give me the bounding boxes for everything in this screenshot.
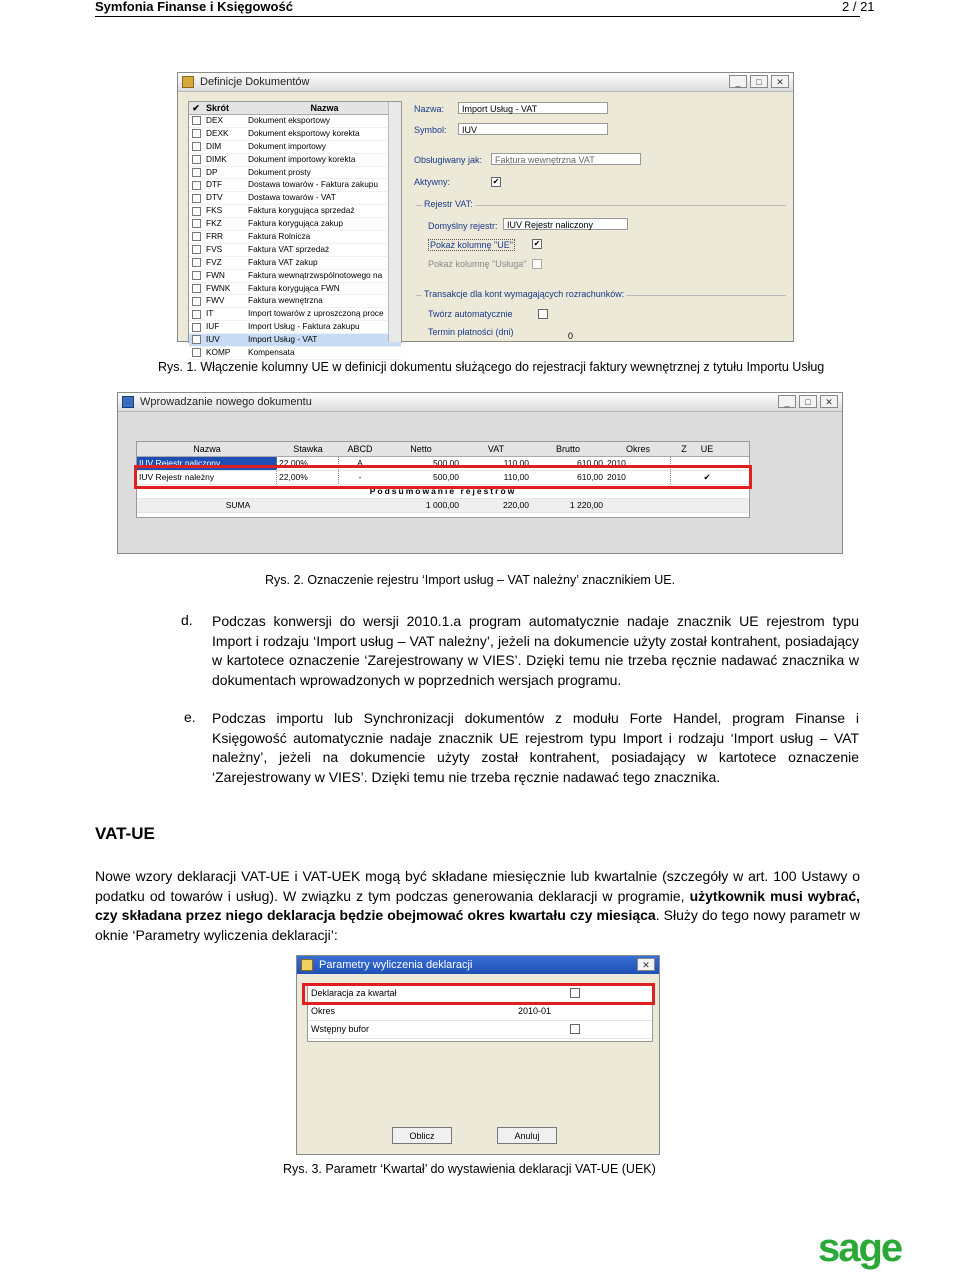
obslugiwany-label: Obsługiwany jak: — [414, 155, 483, 165]
grid-cell[interactable]: IUV Rejestr należny — [137, 471, 277, 484]
suma-row — [137, 499, 749, 513]
grid-header-0[interactable]: Nazwa — [193, 444, 221, 454]
row-checkbox[interactable] — [192, 245, 201, 254]
window-app-icon — [301, 959, 313, 971]
symbol-label: Symbol: — [414, 125, 447, 135]
row-code: FWN — [206, 269, 225, 280]
grid-cell[interactable]: 610,00 — [577, 472, 603, 482]
row-name: Faktura korygująca FWN — [248, 282, 340, 293]
close-button[interactable]: ✕ — [820, 395, 838, 408]
maximize-button[interactable]: □ — [750, 75, 768, 88]
window-title: Definicje Dokumentów — [200, 76, 310, 88]
item-d-text: Podczas konwersji do wersji 2010.1.a program automatycznie nadaje znacznik UE rejestrom typu Import i rodzaju ‘Import usług – VAT należny’, jeżeli na dokumencie użyty został kontrahent, posiadający w kartotece oznaczenie ‘Zarejestrowany w VIES’. Dzięki temu nie trzeba ręcznie nadawać znacznika w dokumentach wprowadzonych w poprzednich wersjach programu. — [212, 613, 859, 688]
list-item[interactable] — [189, 231, 401, 244]
row-name: Faktura korygująca sprzedaż — [248, 205, 355, 216]
pokaz-ue-label: Pokaż kolumnę "UE" — [430, 240, 513, 250]
grid-header — [137, 442, 749, 457]
row-name: Dokument importowy — [248, 140, 326, 151]
item-e-text: Podczas importu lub Synchronizacji dokumentów z modułu Forte Handel, program Finanse i Księgowość automatycznie nadaje znacznik UE rejestrom typu Import i rodzaju ‘Import usług – VAT należny’, jeżeli na dokumencie użyty został kontrahent, posiadający w kartotece oznaczenie ‘Zarejestrowany w VIES’. Dzięki temu nie trzeba ręcznie nadawać tego znacznika. — [212, 710, 859, 785]
grid-cell[interactable]: 2010 — [605, 471, 671, 484]
bufor-checkbox[interactable] — [570, 1024, 580, 1034]
grid-cell[interactable]: 110,00 — [503, 458, 529, 468]
document-title: Symfonia Finanse i Księgowość — [95, 0, 293, 14]
termin-platnosci-value[interactable]: 0 — [568, 331, 574, 341]
row-name: Dostawa towarów - Faktura zakupu — [248, 179, 379, 190]
oblicz-button[interactable]: Oblicz — [392, 1127, 452, 1144]
ue-register-highlight — [134, 465, 752, 489]
row-checkbox[interactable] — [192, 271, 201, 280]
row-checkbox[interactable] — [192, 168, 201, 177]
pokaz-usluga-checkbox[interactable] — [532, 259, 542, 269]
row-code: DIMK — [206, 153, 227, 164]
bold-emphasis: użytkownik musi wybrać, czy składana przez niego deklaracja będzie obejmować okres kwartału czy miesiąca — [95, 887, 860, 924]
grid-cell[interactable]: 500,00 — [433, 458, 459, 468]
list-item[interactable] — [189, 218, 401, 231]
tworz-automatycznie-label: Twórz automatycznie — [428, 309, 513, 319]
grid-cell[interactable]: - — [358, 472, 362, 482]
domyslny-rejestr-label: Domyślny rejestr: — [428, 221, 498, 231]
row-name: Faktura VAT sprzedaż — [248, 243, 330, 254]
row-name: Import Usług - Faktura zakupu — [248, 321, 360, 332]
obslugiwany-select[interactable]: Faktura wewnętrzna VAT — [491, 153, 641, 165]
grid-header-3[interactable]: Netto — [410, 444, 432, 454]
list-item[interactable] — [189, 244, 401, 257]
item-d-marker: d. — [181, 612, 193, 628]
suma-brutto: 1 220,00 — [569, 500, 603, 510]
row-name: Dokument importowy korekta — [248, 153, 356, 164]
row-code: DEXK — [206, 127, 229, 138]
suma-label: SUMA — [225, 500, 251, 510]
row-code: FWNK — [206, 282, 231, 293]
list-item[interactable] — [189, 347, 401, 360]
kwartal-highlight — [302, 983, 655, 1005]
row-code: KOMP — [206, 347, 231, 358]
row-code: FKZ — [206, 218, 222, 229]
row-code: FVZ — [206, 256, 222, 267]
row-code: DTV — [206, 192, 223, 203]
page-number: 2 / 21 — [842, 0, 875, 14]
row-code: DTF — [206, 179, 223, 190]
param-row-bufor[interactable]: Wstępny bufor — [308, 1021, 652, 1039]
grid-cell[interactable]: IUV Rejestr naliczony — [137, 457, 277, 470]
rejestr-group-label: Rejestr VAT: — [424, 199, 473, 209]
list-item[interactable] — [189, 334, 401, 347]
nazwa-field[interactable]: Import Usług - VAT — [458, 102, 608, 114]
grid-cell[interactable]: ✔ — [703, 472, 711, 482]
row-name: Faktura wewnętrzna — [248, 295, 323, 306]
section-heading: VAT-UE — [95, 824, 155, 843]
maximize-button[interactable]: □ — [799, 395, 817, 408]
close-button[interactable]: ✕ — [771, 75, 789, 88]
row-code: DIM — [206, 140, 222, 151]
ue-column-check-icon[interactable]: ✔ — [192, 103, 200, 113]
column-header-name[interactable]: Nazwa — [310, 103, 339, 113]
suma-vat: 220,00 — [503, 500, 529, 510]
row-checkbox[interactable] — [192, 181, 201, 190]
list-scrollbar[interactable] — [388, 102, 401, 342]
row-checkbox[interactable] — [192, 310, 201, 319]
row-checkbox[interactable] — [192, 297, 201, 306]
grid-cell[interactable]: 22,00% — [277, 471, 339, 484]
window-title: Parametry wyliczenia deklaracji — [319, 959, 473, 971]
caption-fig2: Rys. 2. Oznaczenie rejestru ‘Import usług – VAT należny’ znacznikiem UE. — [265, 573, 676, 587]
list-item[interactable] — [189, 167, 401, 180]
row-name: Faktura Rolnicza — [248, 231, 311, 242]
list-item[interactable] — [189, 321, 401, 334]
domyslny-rejestr-select[interactable]: IUV Rejestr naliczony — [503, 218, 628, 230]
grid-cell[interactable]: 2010 — [605, 457, 671, 470]
grid-header-7[interactable]: Z — [681, 444, 687, 454]
row-code: FWV — [206, 295, 225, 306]
window-title: Wprowadzanie nowego dokumentu — [140, 396, 312, 408]
row-code: FKS — [206, 205, 223, 216]
row-code: IUV — [206, 334, 220, 345]
row-code: IUF — [206, 321, 220, 332]
row-checkbox[interactable] — [192, 116, 201, 125]
caption-fig1: Rys. 1. Włączenie kolumny UE w definicji dokumentu służącego do rejestracji faktury wewnętrznej z tytułu Importu Usług — [158, 360, 825, 374]
row-checkbox[interactable] — [192, 142, 201, 151]
pokaz-ue-checkbox[interactable]: ✔ — [533, 239, 541, 248]
list-item[interactable] — [189, 179, 401, 192]
row-checkbox[interactable] — [192, 219, 201, 228]
list-item[interactable] — [189, 141, 401, 154]
row-checkbox[interactable] — [192, 323, 201, 332]
minimize-button[interactable]: _ — [778, 395, 796, 408]
row-code: FRR — [206, 231, 224, 242]
summary-title: Podsumowanie rejestrów — [369, 486, 517, 496]
row-code: FVS — [206, 243, 223, 254]
row-checkbox[interactable] — [192, 129, 201, 138]
row-name: Import towarów z uproszczoną proce — [248, 308, 384, 319]
list-item[interactable] — [189, 192, 401, 205]
list-item[interactable] — [189, 283, 401, 296]
row-name: Dokument prosty — [248, 166, 311, 177]
grid-cell[interactable]: 610,00 — [577, 458, 603, 468]
anuluj-button[interactable]: Anuluj — [497, 1127, 557, 1144]
list-item[interactable] — [189, 308, 401, 321]
window-app-icon — [182, 76, 194, 88]
list-item[interactable] — [189, 270, 401, 283]
row-name: Import Usług - VAT — [248, 334, 318, 345]
row-code: DP — [206, 166, 218, 177]
symbol-field[interactable]: IUV — [458, 123, 608, 135]
vat-ue-paragraph: Nowe wzory deklaracji VAT-UE i VAT-UEK mogą być składane miesięcznie lub kwartalnie (szczegóły w art. 100 Ustawy o podatku od towarów i usług). W związku z tym podczas generowania deklaracji w programie, użytkownik musi wybrać, czy składana przez niego deklaracja będzie obejmować okres kwartału czy miesiąca. Służy do tego nowy parametr w oknie ‘Parametry wyliczenia deklaracji’: — [95, 868, 860, 943]
row-name: Kompensata — [248, 347, 295, 358]
okres-value[interactable]: 2010-01 — [518, 1006, 552, 1016]
row-checkbox[interactable] — [192, 335, 201, 344]
grid-cell[interactable]: 110,00 — [503, 472, 529, 482]
row-checkbox[interactable] — [192, 232, 201, 241]
row-name: Faktura korygująca zakup — [248, 218, 344, 229]
row-name: Faktura VAT zakup — [248, 256, 318, 267]
list-item[interactable] — [189, 205, 401, 218]
document-definitions-list[interactable] — [188, 101, 402, 358]
list-item[interactable] — [189, 128, 401, 141]
list-item[interactable] — [189, 257, 401, 270]
suma-spacer — [339, 499, 381, 512]
row-name: Dokument eksportowy — [248, 115, 331, 125]
minimize-button[interactable]: _ — [729, 75, 747, 88]
pokaz-usluga-label: Pokaż kolumnę "Usługa" — [428, 259, 527, 269]
param-row-okres[interactable]: Okres 2010-01 — [308, 1003, 652, 1021]
grid-header-8[interactable]: UE — [700, 444, 714, 454]
termin-platnosci-label: Termin płatności (dni) — [428, 327, 514, 337]
nazwa-label: Nazwa: — [414, 104, 445, 114]
column-header-code[interactable]: Skrót — [206, 103, 230, 113]
list-item[interactable] — [189, 115, 401, 128]
transakcje-group-label: Transakcje dla kont wymagających rozrachunków: — [424, 289, 625, 299]
param-row-kwartal[interactable]: Deklaracja za kwartał — [308, 985, 652, 1003]
row-checkbox[interactable] — [192, 155, 201, 164]
row-name: Faktura wewnątrzwspólnotowego na — [248, 269, 383, 280]
grid-header-4[interactable]: VAT — [487, 444, 505, 454]
grid-header-5[interactable]: Brutto — [555, 444, 580, 454]
sage-logo: sage — [818, 1226, 902, 1270]
row-checkbox[interactable] — [192, 194, 201, 203]
grid-cell[interactable]: 22,00% — [277, 457, 339, 470]
window-app-icon — [122, 396, 134, 408]
row-code: IT — [206, 308, 214, 319]
row-checkbox[interactable] — [192, 258, 201, 267]
caption-fig3: Rys. 3. Parametr ‘Kwartał’ do wystawienia deklaracji VAT-UE (UEK) — [283, 1162, 656, 1176]
row-checkbox[interactable] — [192, 284, 201, 293]
tworz-automatycznie-checkbox[interactable] — [538, 309, 548, 319]
list-item[interactable] — [189, 154, 401, 167]
row-name: Dostawa towarów - VAT — [248, 192, 336, 203]
suma-netto: 1 000,00 — [425, 500, 459, 510]
row-name: Dokument eksportowy korekta — [248, 127, 360, 138]
aktywny-checkbox[interactable]: ✔ — [492, 177, 500, 186]
grid-cell[interactable]: 500,00 — [433, 472, 459, 482]
grid-cell[interactable]: A — [357, 458, 363, 468]
grid-header-1[interactable]: Stawka — [293, 444, 323, 454]
item-e-marker: e. — [184, 709, 196, 725]
row-checkbox[interactable] — [192, 207, 201, 216]
row-checkbox[interactable] — [192, 348, 201, 357]
aktywny-label: Aktywny: — [414, 177, 451, 187]
list-item[interactable] — [189, 295, 401, 308]
header-divider — [95, 16, 860, 17]
row-code: DEX — [206, 115, 224, 125]
grid-header-6[interactable]: Okres — [625, 444, 650, 454]
grid-header-2[interactable]: ABCD — [347, 444, 373, 454]
definicje-dokumentow-window — [177, 72, 794, 358]
close-button[interactable]: ✕ — [637, 958, 655, 971]
